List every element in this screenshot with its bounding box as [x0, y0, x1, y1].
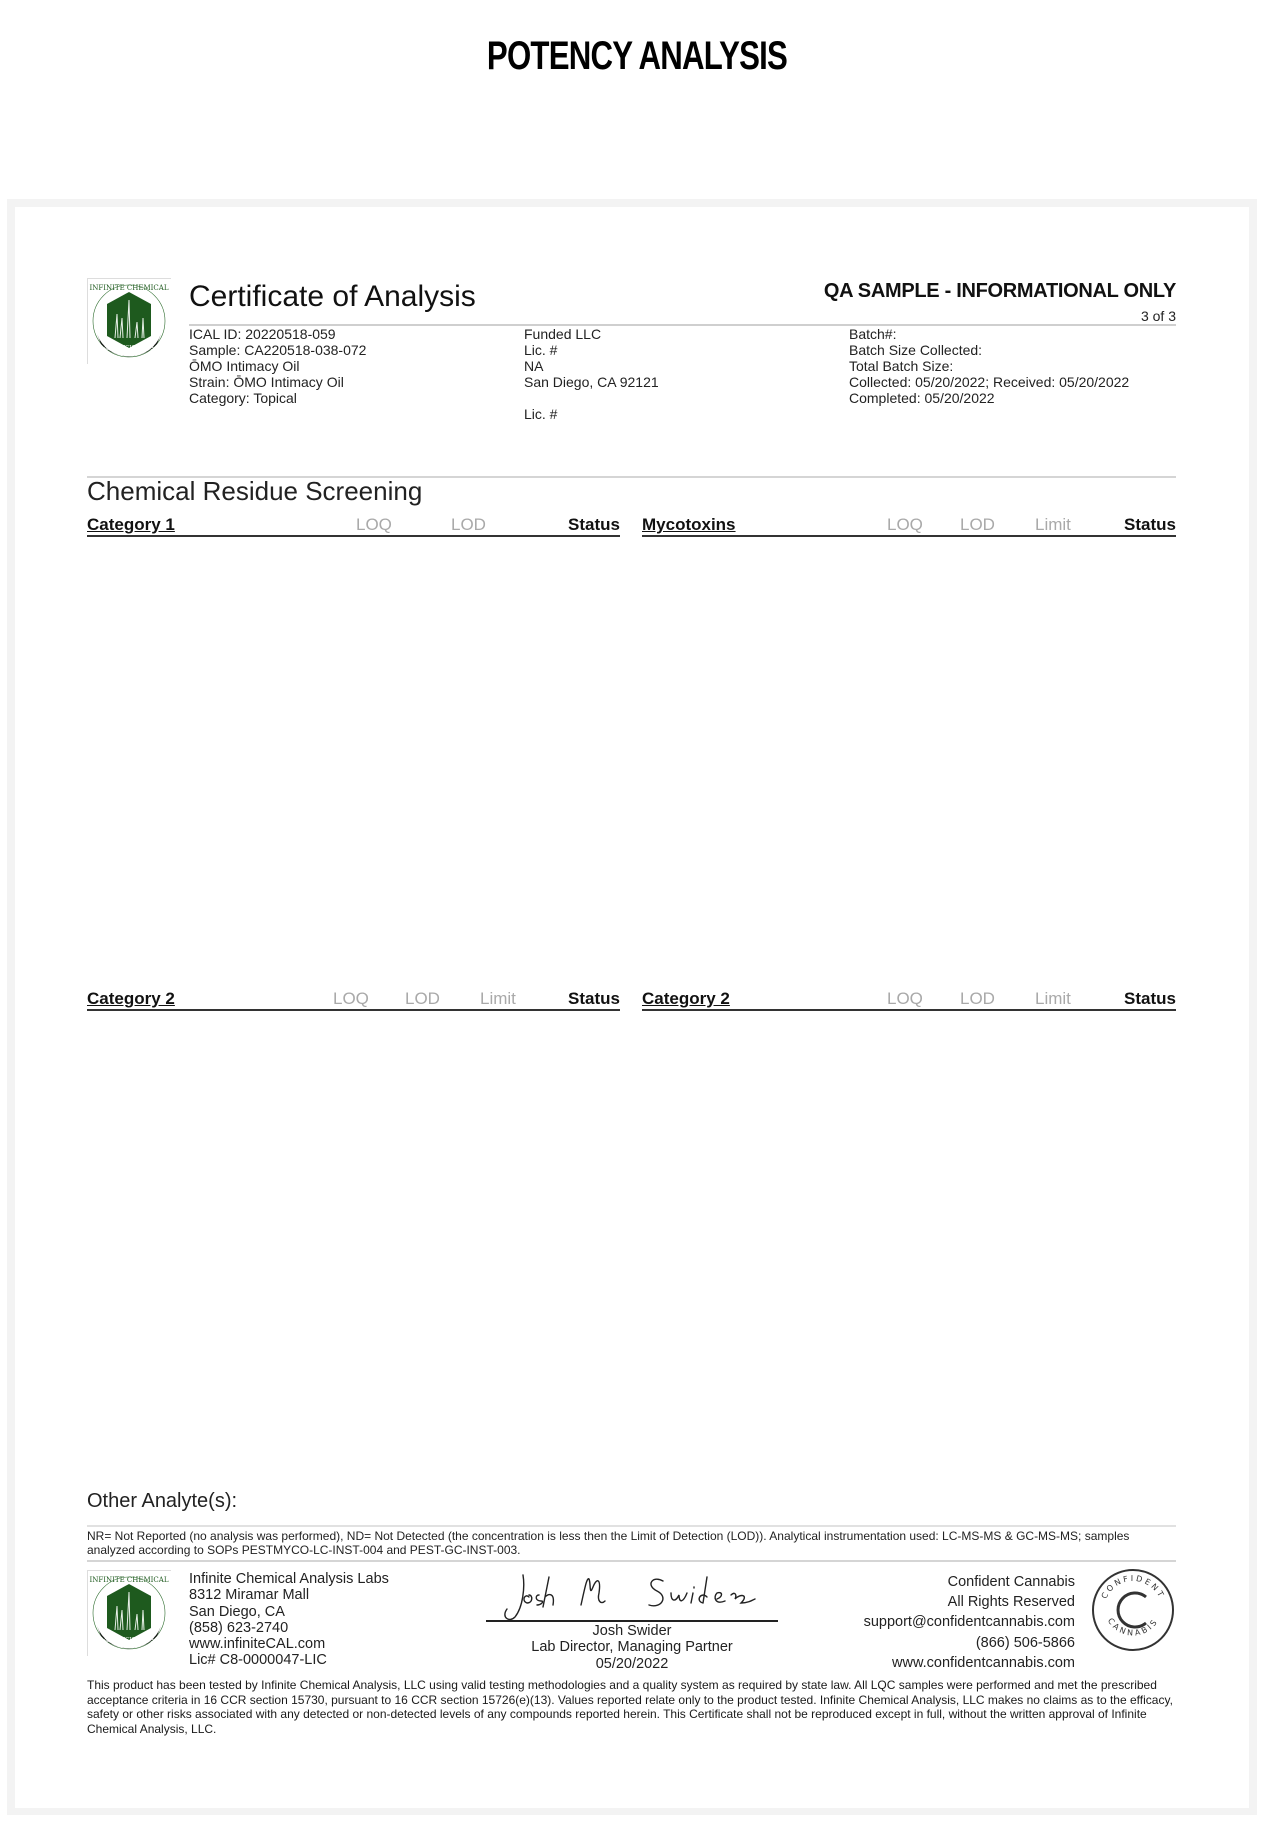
column-category: Category 2: [642, 989, 730, 1008]
cc-website: www.confidentcannabis.com: [892, 1654, 1075, 1671]
svg-text:ANALYSIS LABS: ANALYSIS LABS: [103, 345, 155, 352]
svg-text:INFINITE CHEMICAL: INFINITE CHEMICAL: [89, 1576, 169, 1584]
column-lod: LOD: [405, 989, 440, 1008]
legal-disclaimer: This product has been tested by Infinite Chemical Analysis, LLC using valid testing methodologies and a quality system as required by state law. All LQC samples were performed and met the prescribed acceptance criteria in 16 CCR section 15730, pursuant to 16 CCR section 15726(e)(13). Values reported relate only to the product tested. Infinite Chemical Analysis, LLC makes no claims as to the efficacy, safety or other risks associated with any detected or non-detected levels of any compounds reported herein. This Certificate shall not be reproduced except in full, without the written approval of Infinite Chemical Analysis, LLC.: [87, 1678, 1173, 1736]
column-lod: LOD: [960, 515, 995, 534]
column-status: Status: [1124, 515, 1176, 534]
completed-date: Completed: 05/20/2022: [849, 390, 995, 406]
svg-text:ANALYSIS LABS: ANALYSIS LABS: [103, 1637, 155, 1644]
sample-id: Sample: CA220518-038-072: [189, 342, 367, 358]
signer-name: Josh Swider: [592, 1623, 672, 1639]
sample-info: [189, 326, 366, 406]
cc-email: support@confidentcannabis.com: [863, 1614, 1075, 1631]
column-limit: Limit: [480, 989, 516, 1008]
batch-number: Batch#:: [849, 326, 897, 342]
cc-phone: (866) 506-5866: [975, 1634, 1075, 1651]
column-loq: LOQ: [887, 515, 923, 534]
confident-cannabis-seal-icon: [1090, 1567, 1176, 1653]
signature-image: [485, 1567, 778, 1622]
column-loq: LOQ: [356, 515, 392, 534]
note-divider-top: [87, 1525, 1176, 1527]
lab-license: Lic# C8-0000047-LIC: [189, 1652, 327, 1669]
strain: Strain: ŌMO Intimacy Oil: [189, 374, 344, 390]
client-info: [524, 326, 659, 422]
column-status: Status: [1124, 989, 1176, 1008]
mycotoxins-table-header: [642, 515, 1176, 537]
category: Category: Topical: [189, 390, 297, 406]
confident-cannabis-info: [864, 1572, 1075, 1673]
lab-contact-info: [189, 1571, 389, 1669]
category-1-table-header: [87, 515, 620, 537]
column-category: Category 1: [87, 515, 175, 534]
column-loq: LOQ: [887, 989, 923, 1008]
lab-phone: (858) 623-2740: [189, 1619, 289, 1636]
cc-name: Confident Cannabis: [947, 1574, 1075, 1590]
page-title: POTENCY ANALYSIS: [486, 34, 788, 78]
lab-website: www.infiniteCAL.com: [189, 1636, 326, 1653]
client-name: Funded LLC: [524, 326, 602, 342]
svg-text:CONFIDENT: CONFIDENT: [1099, 1573, 1167, 1601]
signer-title: Lab Director, Managing Partner: [531, 1639, 733, 1656]
note-divider-bottom: [87, 1560, 1176, 1562]
client-address: San Diego, CA 92121: [524, 374, 659, 390]
column-lod: LOD: [960, 989, 995, 1008]
batch-size-collected: Batch Size Collected:: [849, 342, 983, 358]
infinite-chemical-logo-footer: [87, 1570, 171, 1656]
column-category: Mycotoxins: [642, 515, 736, 534]
signer-info: [486, 1623, 778, 1672]
column-limit: Limit: [1035, 989, 1071, 1008]
column-limit: Limit: [1035, 515, 1071, 534]
category-2b-table-header: [642, 989, 1176, 1011]
ical-id: ICAL ID: 20220518-059: [189, 326, 336, 342]
signature-line: [486, 1620, 778, 1622]
cc-rights: All Rights Reserved: [947, 1594, 1075, 1611]
client-lic-label-2: Lic. #: [524, 406, 558, 422]
column-category: Category 2: [87, 989, 175, 1008]
signed-date: 05/20/2022: [595, 1655, 669, 1672]
column-status: Status: [568, 515, 620, 534]
other-analytes-title: Other Analyte(s):: [87, 1490, 238, 1512]
certificate-title: Certificate of Analysis: [189, 280, 476, 313]
analysis-note: NR= Not Reported (no analysis was performed), ND= Not Detected (the concentration is less then the Limit of Detection (LOD)). Analytical instrumentation used: LC-MS-MS & GC-MS-MS; samples analyzed according to SOPs PESTMYCO-LC-INST-004 and PEST-GC-INST-003.: [87, 1529, 1130, 1557]
column-status: Status: [568, 989, 620, 1008]
section-title: Chemical Residue Screening: [87, 476, 423, 506]
svg-text:INFINITE CHEMICAL: INFINITE CHEMICAL: [89, 284, 169, 292]
column-lod: LOD: [451, 515, 486, 534]
client-lic-label: Lic. #: [524, 342, 558, 358]
category-2-table-header: [87, 989, 620, 1011]
svg-text:CANNABIS: CANNABIS: [1105, 1616, 1161, 1638]
infinite-chemical-logo: [87, 278, 171, 364]
lab-name: Infinite Chemical Analysis Labs: [189, 1571, 389, 1587]
qa-sample-label: QA SAMPLE - INFORMATIONAL ONLY: [823, 280, 1176, 302]
batch-info: [849, 326, 1129, 406]
page-indicator: 3 of 3: [1140, 308, 1176, 324]
client-lic-value: NA: [524, 358, 544, 374]
column-loq: LOQ: [333, 989, 369, 1008]
collected-received-dates: Collected: 05/20/2022; Received: 05/20/2022: [849, 374, 1130, 390]
product-name: ŌMO Intimacy Oil: [189, 358, 300, 374]
total-batch-size: Total Batch Size:: [849, 358, 954, 374]
lab-city: San Diego, CA: [189, 1603, 285, 1620]
lab-street: 8312 Miramar Mall: [189, 1587, 310, 1604]
